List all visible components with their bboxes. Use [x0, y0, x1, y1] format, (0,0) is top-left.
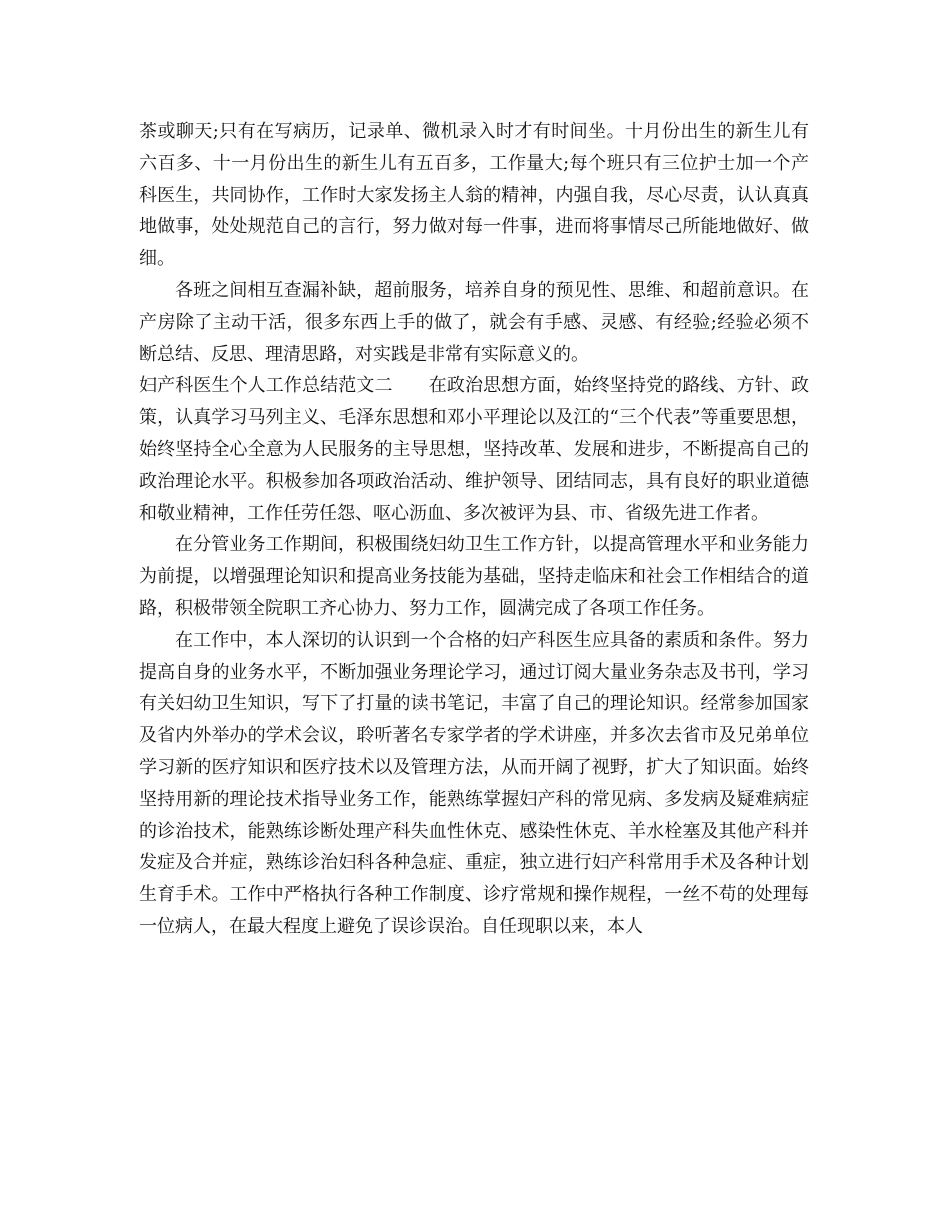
paragraph-2: 各班之间相互查漏补缺，超前服务，培养自身的预见性、思维、和超前意识。在产房除了主动干活，很多东西上手的做了，就会有手感、灵感、有经验;经验必须不断总结、反思、理清思路，对实践是非常有实际意义的。	[139, 279, 809, 365]
document-body	[139, 116, 809, 943]
paragraph-3	[139, 370, 809, 529]
paragraph-4: 在分管业务工作期间，积极围绕妇幼卫生工作方针，以提高管理水平和业务能力为前提，以增强理论知识和提高业务技能为基础，坚持走临床和社会工作相结合的道路，积极带领全院职工齐心协力、努力工作，圆满完成了各项工作任务。	[139, 534, 809, 619]
paragraph-5: 在工作中，本人深切的认识到一个合格的妇产科医生应具备的素质和条件。努力提高自身的业务水平，不断加强业务理论学习，通过订阅大量业务杂志及书刊，学习有关妇幼卫生知识，写下了打量的读书笔记，丰富了自己的理论知识。经常参加国家及省内外举办的学术会议，聆听著名专家学者的学术讲座，并多次去省市及兄弟单位学习新的医疗知识和医疗技术以及管理方法，从而开阔了视野，扩大了知识面。始终坚持用新的理论技术指导业务工作，能熟练掌握妇产科的常见病、多发病及疑难病症的诊治技术，能熟练诊断处理产科失血性休克、感染性休克、羊水栓塞及其他产科并发症及合并症，熟练诊治妇科各种急症、重症，独立进行妇产科常用手术及各种计划生育手术。工作中严格执行各种工作制度、诊疗常规和操作规程，一丝不苟的处理每一位病人，在最大程度上避免了误诊误治。自任现职以来，本人	[139, 629, 809, 937]
paragraph-3-text: 在政治思想方面，始终坚持党的路线、方针、政策，认真学习马列主义、毛泽东思想和邓小平理论以及江的“三个代表”等重要思想，始终坚持全心全意为人民服务的主导思想，坚持改革、发展和进步，不断提高自己的政治理论水平。积极参加各项政治活动、维护领导、团结同志，具有良好的职业道德和敬业精神，工作任劳任怨、呕心沥血、多次被评为县、市、省级先进工作者。	[139, 375, 810, 524]
paragraph-1: 茶或聊天;只有在写病历，记录单、微机录入时才有时间坐。十月份出生的新生儿有六百多、十一月份出生的新生儿有五百多，工作量大;每个班只有三位护士加一个产科医生，共同协作，工作时大家发扬主人翁的精神，内强自我，尽心尽责，认认真真地做事，处处规范自己的言行，努力做对每一件事，进而将事情尽己所能地做好、做细。	[139, 121, 809, 270]
section-title: 妇产科医生个人工作总结范文二	[139, 375, 393, 397]
